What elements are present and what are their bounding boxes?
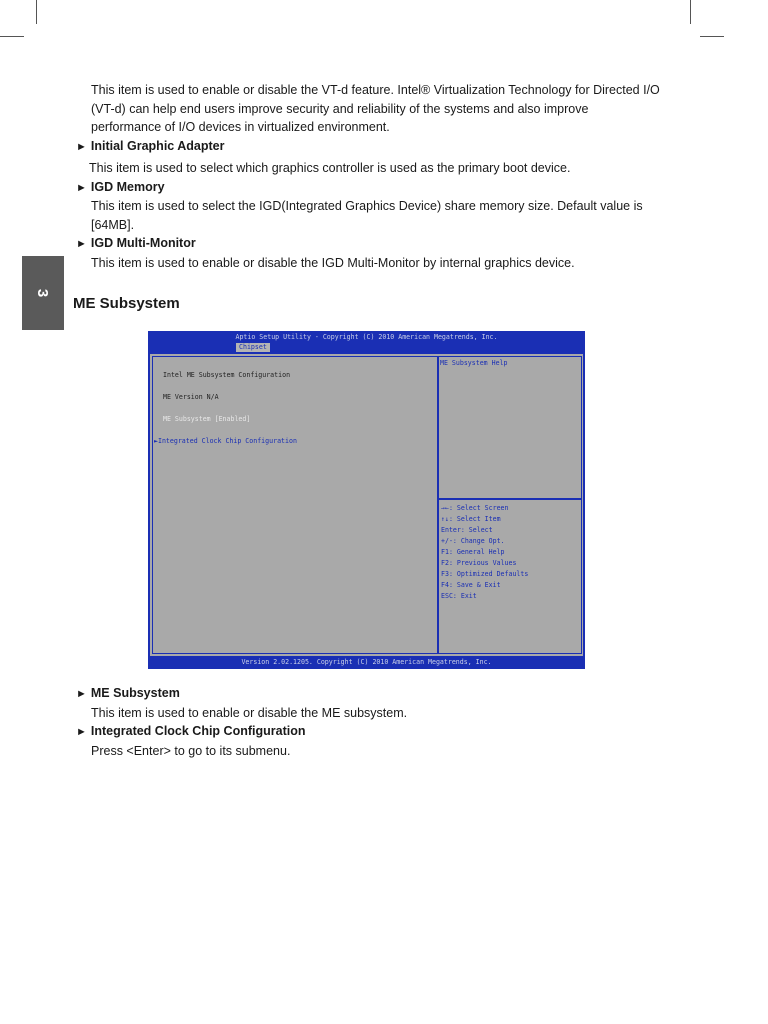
bios-key-f4: F4: Save & Exit xyxy=(441,581,501,589)
bios-config-title: Intel ME Subsystem Configuration xyxy=(163,371,291,379)
bios-keys-panel xyxy=(438,499,582,654)
initial-graphic-adapter-heading: ► Initial Graphic Adapter xyxy=(76,138,225,153)
me-subsystem-heading: ► ME Subsystem xyxy=(76,686,180,700)
me-subsystem-text: This item is used to enable or disable the ME subsystem. xyxy=(91,705,408,720)
crop-mark-right-horizontal xyxy=(700,36,724,37)
bios-header-title: Aptio Setup Utility - Copyright (C) 2010 American Megatrends, Inc. xyxy=(235,333,498,341)
crop-mark-left-vertical xyxy=(36,0,37,24)
bios-help-title: ME Subsystem Help xyxy=(440,359,508,367)
bullet-triangle-icon: ► xyxy=(76,238,87,250)
bios-body xyxy=(150,354,583,656)
vtd-description: This item is used to enable or disable the VT-d feature. Intel® Virtualization Technology for Directed I/O (VT-d) can help end users improve security and reliability of the systems and also improve performance of I/O devices in virtualized environment. xyxy=(91,83,660,134)
bios-help-panel xyxy=(438,356,582,499)
bullet-triangle-icon: ► xyxy=(76,726,87,738)
igd-memory-heading: ► IGD Memory xyxy=(76,179,165,194)
top-text-block xyxy=(76,81,676,272)
crop-mark-right-vertical xyxy=(690,0,691,24)
bios-key-f2: F2: Previous Values xyxy=(441,559,517,567)
igd-multi-monitor-heading: ► IGD Multi-Monitor xyxy=(76,236,196,250)
bullet-triangle-icon: ► xyxy=(76,688,87,700)
igd-memory-text: This item is used to select the IGD(Integrated Graphics Device) share memory size. Default value is [64MB]. xyxy=(91,199,643,232)
bios-clock-chip-submenu[interactable]: ►Integrated Clock Chip Configuration xyxy=(154,437,297,445)
clock-chip-heading: ► Integrated Clock Chip Configuration xyxy=(76,724,306,738)
bios-me-version: ME Version N/A xyxy=(163,393,219,401)
bios-key-select-screen: →←: Select Screen xyxy=(441,504,509,512)
bios-tab-chipset[interactable]: Chipset xyxy=(236,343,270,352)
bios-screenshot xyxy=(148,331,585,669)
bios-me-subsystem-option[interactable]: ME Subsystem [Enabled] xyxy=(163,415,251,423)
chapter-tab xyxy=(22,256,64,330)
bullet-triangle-icon: ► xyxy=(76,181,87,194)
initial-graphic-adapter-text: This item is used to select which graphics controller is used as the primary boot device. xyxy=(89,161,571,175)
bullet-triangle-icon: ► xyxy=(76,140,87,153)
clock-chip-text: Press <Enter> to go to its submenu. xyxy=(91,743,291,758)
bios-settings-panel xyxy=(152,356,438,654)
bios-key-f1: F1: General Help xyxy=(441,548,505,556)
bios-key-change-opt: +/-: Change Opt. xyxy=(441,537,505,545)
bios-key-enter: Enter: Select xyxy=(441,526,493,534)
crop-mark-left-horizontal xyxy=(0,36,24,37)
igd-multi-monitor-text: This item is used to enable or disable the IGD Multi-Monitor by internal graphics device. xyxy=(91,255,575,270)
bios-header xyxy=(148,331,585,353)
bios-footer: Version 2.02.1205. Copyright (C) 2010 American Megatrends, Inc. xyxy=(241,658,492,666)
section-title: ME Subsystem xyxy=(73,295,180,312)
chapter-number: 3 xyxy=(34,288,52,298)
bios-key-esc: ESC: Exit xyxy=(441,592,477,600)
bios-key-f3: F3: Optimized Defaults xyxy=(441,570,529,578)
bottom-text-block xyxy=(76,684,676,760)
bios-key-select-item: ↑↓: Select Item xyxy=(441,515,501,523)
